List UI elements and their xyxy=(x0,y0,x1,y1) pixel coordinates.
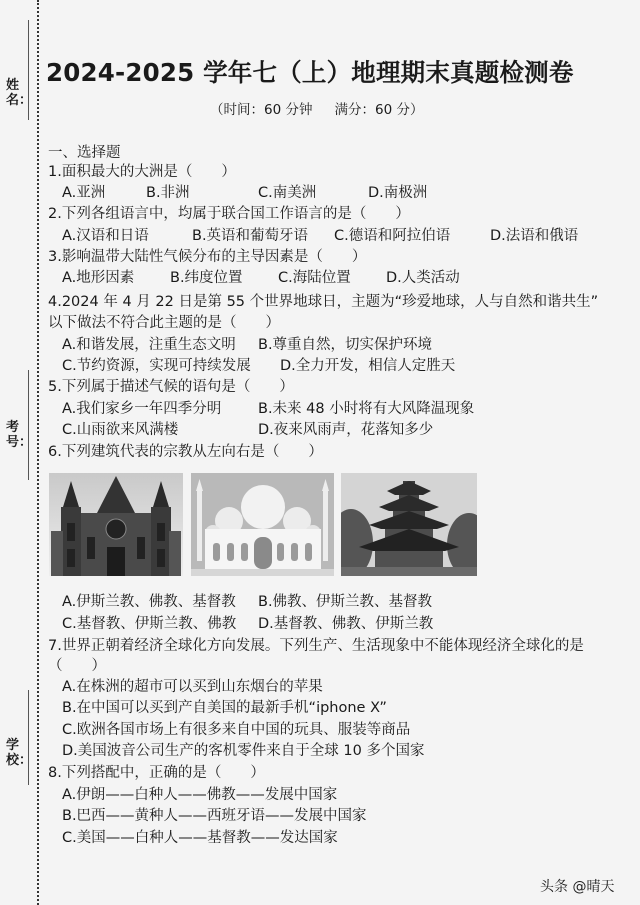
name-label: 姓名： xyxy=(6,78,33,108)
question-2-stem: 2.下列各组语言中，均属于联合国工作语言的是（ ） xyxy=(48,206,410,222)
question-8-stem: 8.下列搭配中，正确的是（ ） xyxy=(48,765,265,781)
exam-subtitle xyxy=(210,98,445,118)
question-5-stem: 5.下列属于描述气候的语句是（ ） xyxy=(48,379,294,395)
watermark: 头条 @晴天 xyxy=(540,879,615,895)
name-fill-line[interactable] xyxy=(28,20,29,120)
question-7-stem-line-1: 7.世界正朝着经济全球化方向发展。下列生产、生活现象中不能体现经济全球化的是 xyxy=(48,638,584,654)
exam-number-label: 考号： xyxy=(6,420,33,450)
q3-option-a[interactable]: A.地形因素 xyxy=(62,270,135,286)
exam-title: 2024-2025 学年七（上）地理期末真题检测卷 xyxy=(46,58,574,87)
q5-option-c[interactable]: C.山雨欲来风满楼 xyxy=(62,422,179,438)
full-score: 满分：60 分） xyxy=(334,102,424,118)
q3-option-d[interactable]: D.人类活动 xyxy=(386,270,460,286)
section-heading: 一、选择题 xyxy=(48,145,121,161)
question-4-stem-line-1: 4.2024 年 4 月 22 日是第 55 个世界地球日，主题为“珍爱地球，人与自然和谐共生” xyxy=(48,294,599,310)
q6-option-b[interactable]: B.佛教、伊斯兰教、基督教 xyxy=(258,594,433,610)
question-4-stem-line-2: 以下做法不符合此主题的是（ ） xyxy=(48,315,280,331)
school-fill-line[interactable] xyxy=(28,690,29,785)
mosque-illustration xyxy=(191,473,334,576)
q1-option-d[interactable]: D.南极洲 xyxy=(368,185,428,201)
question-3-stem: 3.影响温带大陆性气候分布的主导因素是（ ） xyxy=(48,249,367,265)
q4-option-b[interactable]: B.尊重自然，切实保护环境 xyxy=(258,337,433,353)
q5-option-a[interactable]: A.我们家乡一年四季分明 xyxy=(62,401,222,417)
exam-number-fill-line[interactable] xyxy=(28,370,29,480)
q4-option-a[interactable]: A.和谐发展，注重生态文明 xyxy=(62,337,236,353)
q7-option-a[interactable]: A.在株洲的超市可以买到山东烟台的苹果 xyxy=(62,679,323,695)
q7-option-b[interactable]: B.在中国可以买到产自美国的最新手机“iphone X” xyxy=(62,700,387,716)
q5-option-b[interactable]: B.未来 48 小时将有大风降温现象 xyxy=(258,401,475,417)
question-7-stem-line-2: （ ） xyxy=(48,658,106,674)
q8-option-b[interactable]: B.巴西——黄种人——西班牙语——发展中国家 xyxy=(62,808,367,824)
q1-option-c[interactable]: C.南美洲 xyxy=(258,185,317,201)
pagoda-illustration xyxy=(341,473,477,576)
q6-option-c[interactable]: C.基督教、伊斯兰教、佛教 xyxy=(62,616,237,632)
q3-option-c[interactable]: C.海陆位置 xyxy=(278,270,351,286)
q4-option-c[interactable]: C.节约资源，实现可持续发展 xyxy=(62,358,251,374)
q5-option-d[interactable]: D.夜来风雨声，花落知多少 xyxy=(258,422,434,438)
binding-dotted-line xyxy=(37,0,39,905)
q8-option-c[interactable]: C.美国——白种人——基督教——发达国家 xyxy=(62,830,338,846)
q6-option-d[interactable]: D.基督教、佛教、伊斯兰教 xyxy=(258,616,434,632)
time-limit: （时间：60 分钟 xyxy=(210,102,313,118)
q1-option-b[interactable]: B.非洲 xyxy=(146,185,190,201)
q8-option-a[interactable]: A.伊朗——白种人——佛教——发展中国家 xyxy=(62,787,338,803)
q4-option-d[interactable]: D.全力开发，相信人定胜天 xyxy=(280,358,456,374)
church-illustration xyxy=(49,473,183,576)
pagoda-photo xyxy=(341,473,477,576)
question-6-stem: 6.下列建筑代表的宗教从左向右是（ ） xyxy=(48,444,323,460)
q7-option-c[interactable]: C.欧洲各国市场上有很多来自中国的玩具、服装等商品 xyxy=(62,722,411,738)
q2-option-d[interactable]: D.法语和俄语 xyxy=(490,228,579,244)
q1-option-a[interactable]: A.亚洲 xyxy=(62,185,106,201)
q2-option-b[interactable]: B.英语和葡萄牙语 xyxy=(192,228,309,244)
mosque-photo xyxy=(191,473,334,576)
church-photo xyxy=(49,473,183,576)
question-1-stem: 1.面积最大的大洲是（ ） xyxy=(48,164,236,180)
q2-option-c[interactable]: C.德语和阿拉伯语 xyxy=(334,228,451,244)
school-label: 学校： xyxy=(6,738,33,768)
q7-option-d[interactable]: D.美国波音公司生产的客机零件来自于全球 10 多个国家 xyxy=(62,743,425,759)
q6-option-a[interactable]: A.伊斯兰教、佛教、基督教 xyxy=(62,594,236,610)
q3-option-b[interactable]: B.纬度位置 xyxy=(170,270,243,286)
q2-option-a[interactable]: A.汉语和日语 xyxy=(62,228,149,244)
